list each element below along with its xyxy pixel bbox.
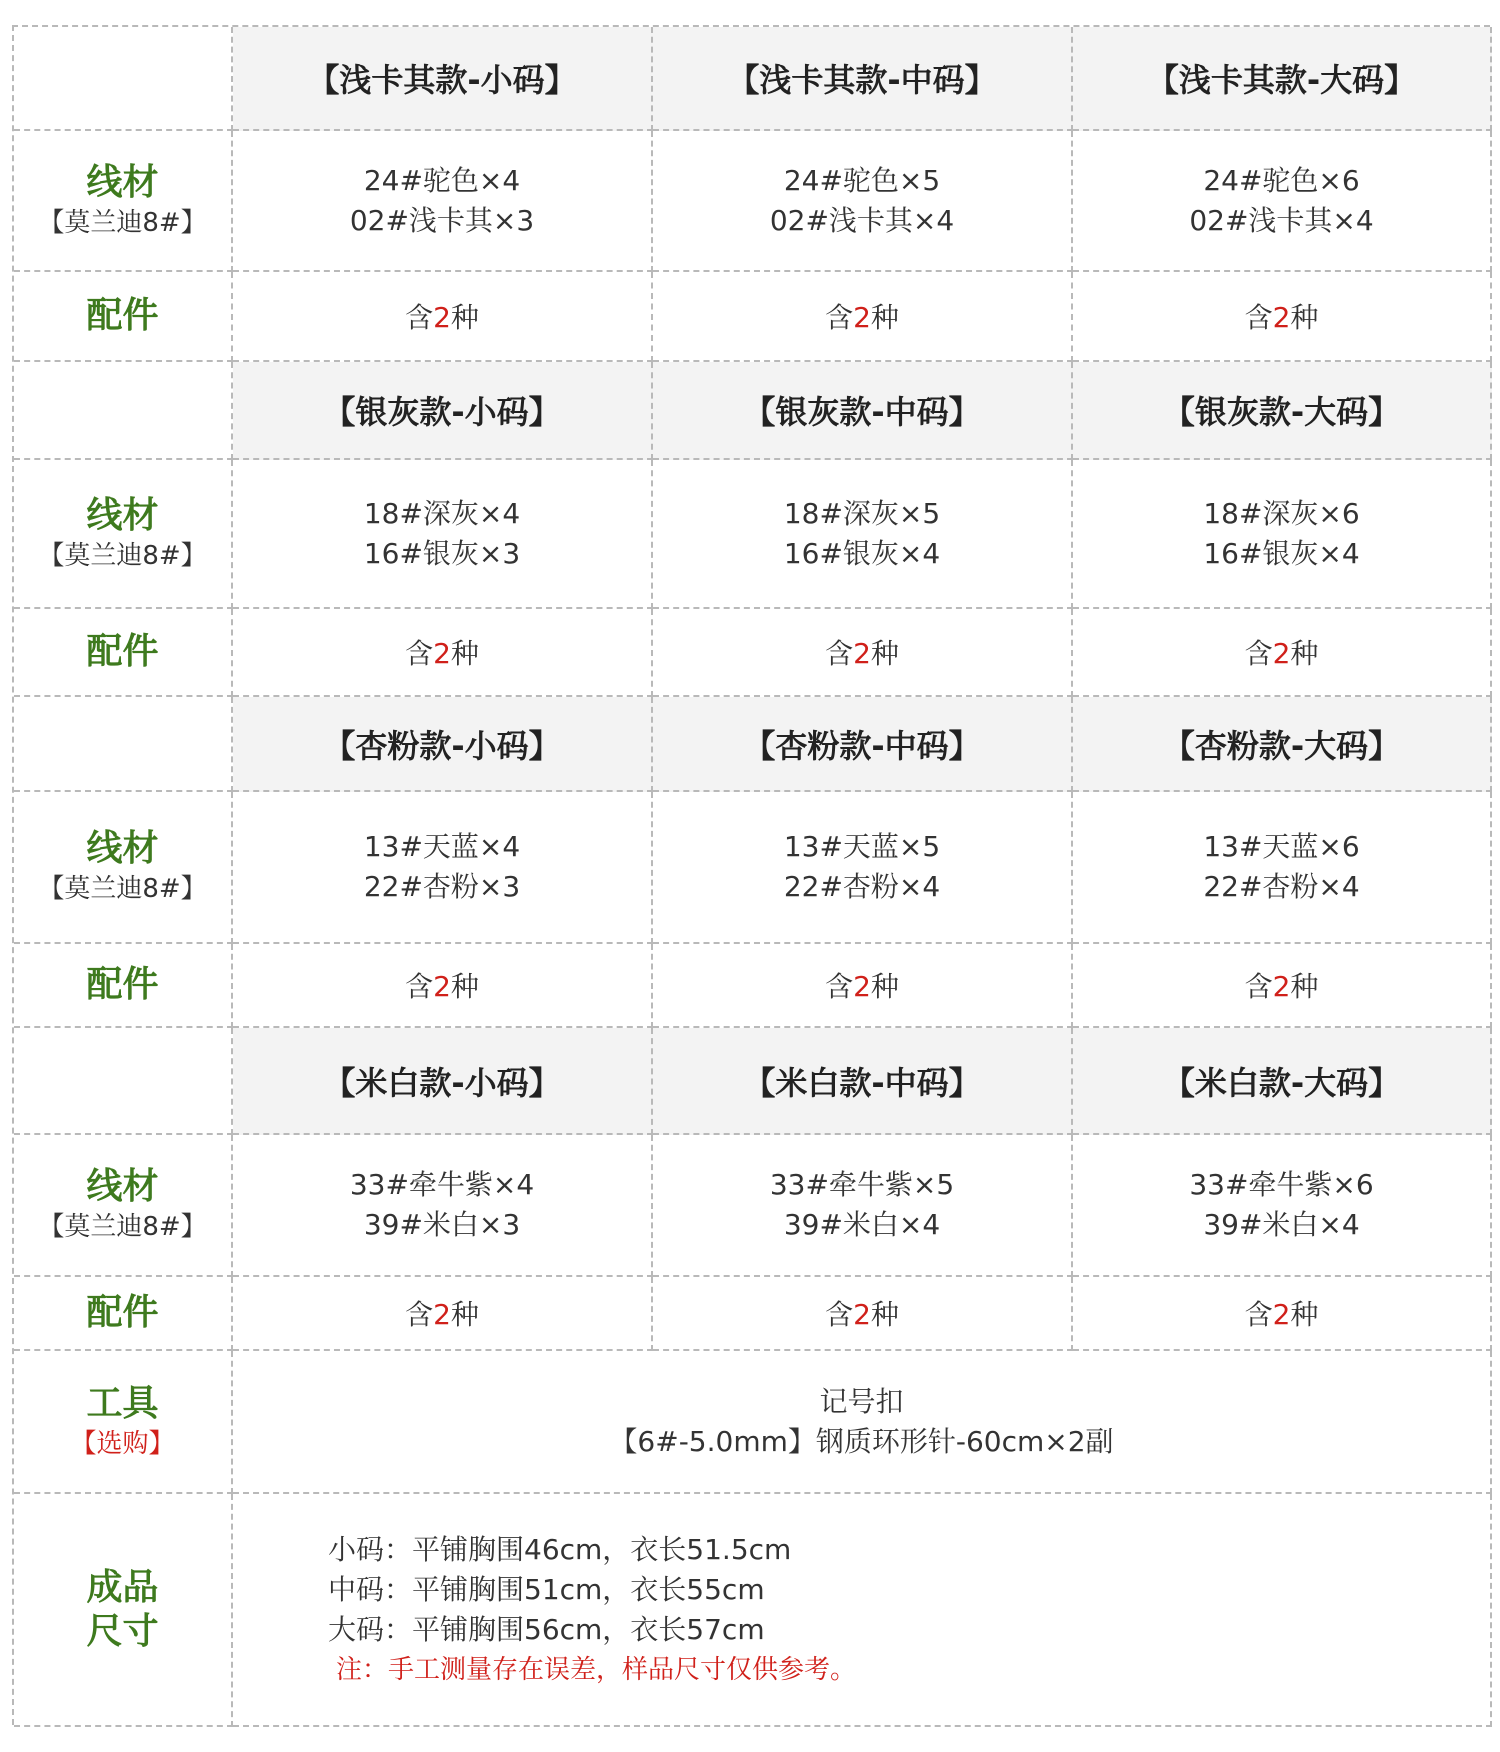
accessory-count: 含2种 [1244,637,1319,670]
style-header-cell: 【米白款-小码】 [233,1028,653,1135]
accessory-count: 含2种 [405,637,479,670]
yarn-cell [233,131,653,272]
yarn-label: 线材 [86,494,159,536]
yarn-cell [653,792,1073,944]
yarn-line: 13#天蓝×5 [783,830,941,863]
yarn-line: 16#银灰×3 [363,536,521,570]
yarn-line: 33#牵牛紫×6 [1189,1168,1374,1201]
style-header-cell: 【杏粉款-大码】 [1073,697,1492,792]
accessory-label-cell [14,272,233,362]
size-note: 注：手工测量存在误差，样品尺寸仅供参考。 [336,1654,857,1685]
accessory-label-cell [14,944,233,1028]
accessory-count: 含2种 [825,1298,899,1331]
yarn-line: 39#米白×4 [1203,1208,1360,1241]
accessory-cell [1073,1277,1492,1351]
tools-optional-label: 【选购】 [70,1428,175,1459]
yarn-label: 线材 [86,1166,159,1207]
accessory-cell [653,1277,1073,1351]
yarn-line: 13#天蓝×6 [1203,830,1360,863]
finished-size-label: 成品 [86,1566,159,1608]
size-medium-line: 中码：平铺胸围51cm，衣长55cm [328,1572,765,1606]
yarn-label: 线材 [86,828,159,869]
yarn-label-cell [14,792,233,944]
accessory-cell [1073,609,1492,697]
yarn-line: 22#杏粉×3 [363,870,521,903]
style-header-cell: 【杏粉款-中码】 [653,697,1073,792]
style-header-cell: 【银灰款-大码】 [1073,362,1492,460]
accessory-cell [233,1277,653,1351]
finished-size-cell [233,1494,1492,1727]
accessory-count: 含2种 [825,970,899,1003]
yarn-cell [1073,1135,1492,1277]
accessory-label-cell [14,1277,233,1351]
yarn-line: 18#深灰×4 [363,496,521,530]
yarn-line: 02#浅卡其×4 [1189,203,1374,237]
style-header-cell: 【米白款-大码】 [1073,1028,1492,1135]
tools-line: 记号扣 [819,1384,904,1418]
style-header-cell: 【银灰款-小码】 [233,362,653,460]
yarn-label-cell [14,460,233,609]
yarn-brand-label: 【莫兰迪8#】 [38,540,207,571]
style-header-cell: 【浅卡其款-大码】 [1073,27,1492,131]
style-header-cell: 【银灰款-中码】 [653,362,1073,460]
accessory-label: 配件 [86,295,159,336]
accessory-count: 含2种 [405,1298,479,1331]
accessory-cell [653,272,1073,362]
accessory-cell [1073,944,1492,1028]
tools-label-cell [14,1351,233,1494]
finished-size-label: 尺寸 [86,1610,159,1652]
yarn-line: 39#米白×4 [783,1208,941,1241]
yarn-cell [1073,131,1492,272]
accessory-label: 配件 [86,631,159,672]
size-large-line: 大码：平铺胸围56cm，衣长57cm [328,1612,765,1646]
yarn-line: 24#驼色×4 [363,163,521,197]
yarn-brand-label: 【莫兰迪8#】 [38,207,207,238]
accessory-cell [233,272,653,362]
yarn-cell [653,1135,1073,1277]
accessory-label-cell [14,609,233,697]
yarn-brand-label: 【莫兰迪8#】 [38,874,207,904]
yarn-cell [1073,460,1492,609]
accessory-count: 含2种 [1244,1298,1319,1331]
yarn-cell [1073,792,1492,944]
accessory-count: 含2种 [1244,301,1319,334]
accessory-cell [1073,272,1492,362]
yarn-cell [233,1135,653,1277]
accessory-cell [653,609,1073,697]
yarn-brand-label: 【莫兰迪8#】 [38,1212,207,1242]
header-corner-cell [14,1028,233,1135]
yarn-cell [233,792,653,944]
header-corner-cell [14,27,233,131]
finished-size-label-cell [14,1494,233,1727]
yarn-line: 22#杏粉×4 [1203,870,1360,903]
accessory-label: 配件 [86,1292,159,1333]
yarn-line: 13#天蓝×4 [363,830,521,863]
header-corner-cell [14,362,233,460]
yarn-label-cell [14,1135,233,1277]
style-header-cell: 【浅卡其款-中码】 [653,27,1073,131]
tools-cell [233,1351,1492,1494]
accessory-count: 含2种 [405,970,479,1003]
accessory-count: 含2种 [825,301,899,334]
header-corner-cell [14,697,233,792]
yarn-cell [653,460,1073,609]
yarn-line: 18#深灰×6 [1203,496,1360,530]
accessory-cell [233,944,653,1028]
yarn-line: 16#银灰×4 [1203,536,1360,570]
accessory-label: 配件 [86,964,159,1005]
yarn-label: 线材 [86,161,159,203]
yarn-line: 02#浅卡其×4 [769,203,955,237]
accessory-count: 含2种 [825,637,899,670]
yarn-cell [233,460,653,609]
materials-table [12,25,1490,1725]
tools-label: 工具 [86,1382,159,1424]
yarn-line: 02#浅卡其×3 [349,203,535,237]
yarn-line: 22#杏粉×4 [783,870,941,903]
accessory-cell [653,944,1073,1028]
tools-line: 【6#-5.0mm】钢质环形针-60cm×2副 [609,1424,1114,1458]
yarn-line: 33#牵牛紫×4 [349,1168,535,1201]
style-header-cell: 【杏粉款-小码】 [233,697,653,792]
size-small-line: 小码：平铺胸围46cm，衣长51.5cm [328,1532,792,1566]
style-header-cell: 【浅卡其款-小码】 [233,27,653,131]
yarn-cell [653,131,1073,272]
accessory-count: 含2种 [1244,970,1319,1003]
yarn-line: 39#米白×3 [363,1208,521,1241]
yarn-line: 16#银灰×4 [783,536,941,570]
accessory-count: 含2种 [405,301,479,334]
yarn-line: 24#驼色×5 [783,163,941,197]
accessory-cell [233,609,653,697]
yarn-line: 33#牵牛紫×5 [769,1168,955,1201]
yarn-line: 18#深灰×5 [783,496,941,530]
yarn-line: 24#驼色×6 [1203,163,1360,197]
style-header-cell: 【米白款-中码】 [653,1028,1073,1135]
yarn-label-cell [14,131,233,272]
